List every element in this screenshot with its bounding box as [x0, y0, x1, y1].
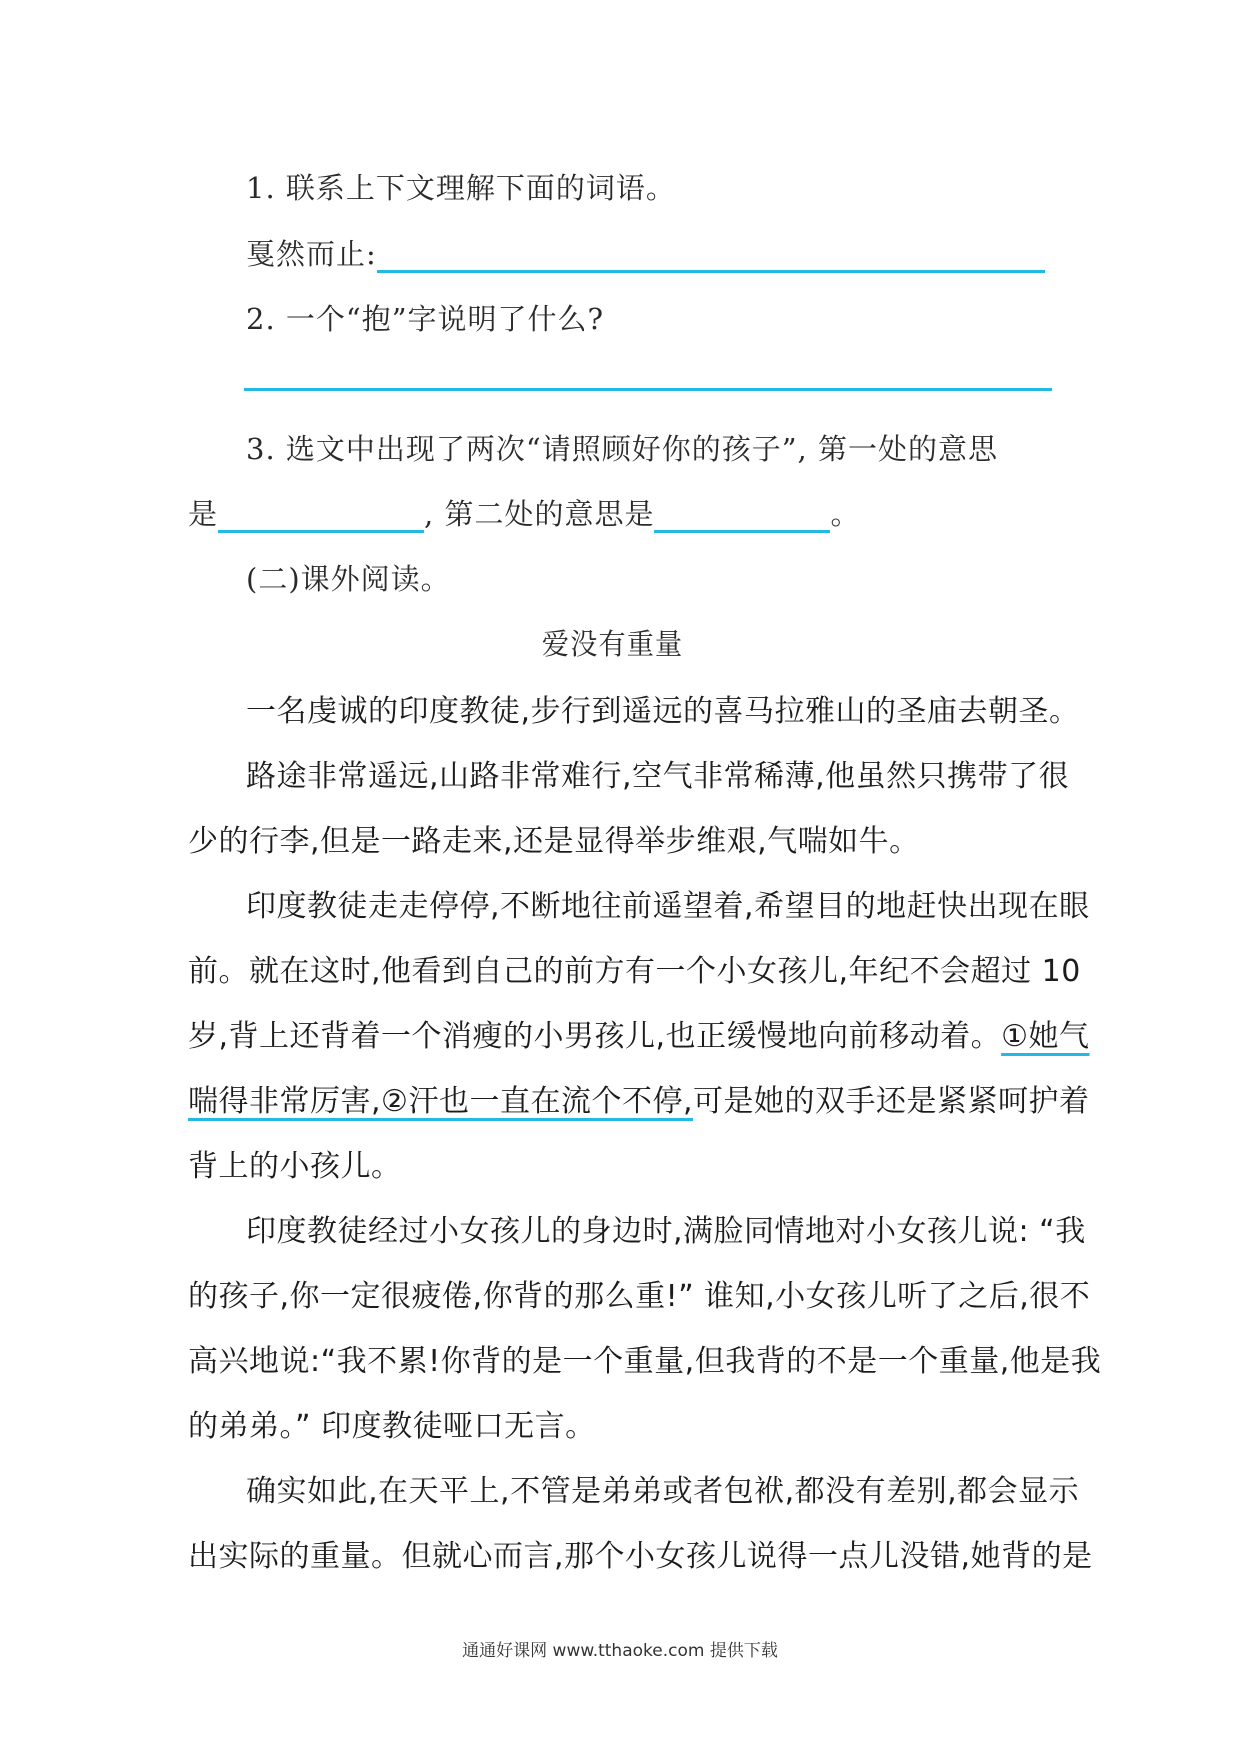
answer-blank-3a[interactable] [218, 500, 424, 533]
q3-middle: , 第二处的意思是 [424, 497, 655, 531]
passage-p5-line2: 出实际的重量。但就心而言,那个小女孩儿说得一点儿没错,她背的是 [188, 1539, 1093, 1574]
footer-text: 通通好课网 www.tthaoke.com 提供下载 [462, 1641, 778, 1661]
p3-line4-text: 可是她的双手还是紧紧呵护着 [692, 1084, 1090, 1119]
answer-blank-1[interactable] [377, 240, 1045, 273]
passage-p4-line4: 的弟弟。” 印度教徒哑口无言。 [188, 1409, 596, 1444]
q3-prefix: 是 [188, 497, 219, 531]
passage-p2-line1: 路途非常遥远,山路非常难行,空气非常稀薄,他虽然只携带了很 [246, 759, 1070, 794]
passage-title: 爱没有重量 [541, 627, 684, 661]
passage-p1: 一名虔诚的印度教徒,步行到遥远的喜马拉雅山的圣庙去朝圣。 [246, 694, 1080, 729]
answer-line-2[interactable] [244, 388, 1052, 391]
passage-p4-line2: 的孩子,你一定很疲倦,你背的那么重!” 谁知,小女孩儿听了之后,很不 [188, 1279, 1091, 1314]
question-3-line-2 [188, 492, 860, 533]
question-1: 1. 联系上下文理解下面的词语。 [246, 171, 676, 205]
question-1-word [246, 232, 1045, 273]
passage-p2-line2: 少的行李,但是一路走来,还是显得举步维艰,气喘如牛。 [188, 824, 920, 859]
underlined-sentence-1-end: 喘得非常厉害, [188, 1084, 382, 1119]
q3-end: 。 [830, 497, 861, 531]
passage-p5-line1: 确实如此,在天平上,不管是弟弟或者包袱,都没有差别,都会显示 [246, 1474, 1080, 1509]
answer-blank-3b[interactable] [654, 500, 830, 533]
passage-p3-line4 [188, 1076, 1089, 1120]
passage-p3-line2: 前。就在这时,他看到自己的前方有一个小女孩儿,年纪不会超过 10 [188, 954, 1081, 989]
question-2: 2. 一个“抱”字说明了什么? [246, 302, 605, 336]
passage-p3-line3 [188, 1011, 1089, 1055]
word-label: 戛然而止: [246, 237, 377, 271]
question-3-line-1: 3. 选文中出现了两次“请照顾好你的孩子”, 第一处的意思 [246, 432, 998, 466]
passage-p4-line1: 印度教徒经过小女孩儿的身边时,满脸同情地对小女孩儿说: “我 [246, 1214, 1086, 1249]
passage-p3-line1: 印度教徒走走停停,不断地往前遥望着,希望目的地赶快出现在眼 [246, 889, 1090, 924]
passage-p3-line5: 背上的小孩儿。 [188, 1149, 402, 1184]
underlined-sentence-2: ②汗也一直在流个不停, [381, 1084, 693, 1119]
p3-line3-text: 岁,背上还背着一个消瘦的小男孩儿,也正缓慢地向前移动着。 [188, 1019, 1002, 1054]
section-heading: (二)课外阅读。 [246, 562, 451, 596]
underlined-sentence-1-start: ①她气 [1001, 1019, 1090, 1054]
passage-p4-line3: 高兴地说:“我不累!你背的是一个重量,但我背的不是一个重量,他是我 [188, 1344, 1102, 1379]
